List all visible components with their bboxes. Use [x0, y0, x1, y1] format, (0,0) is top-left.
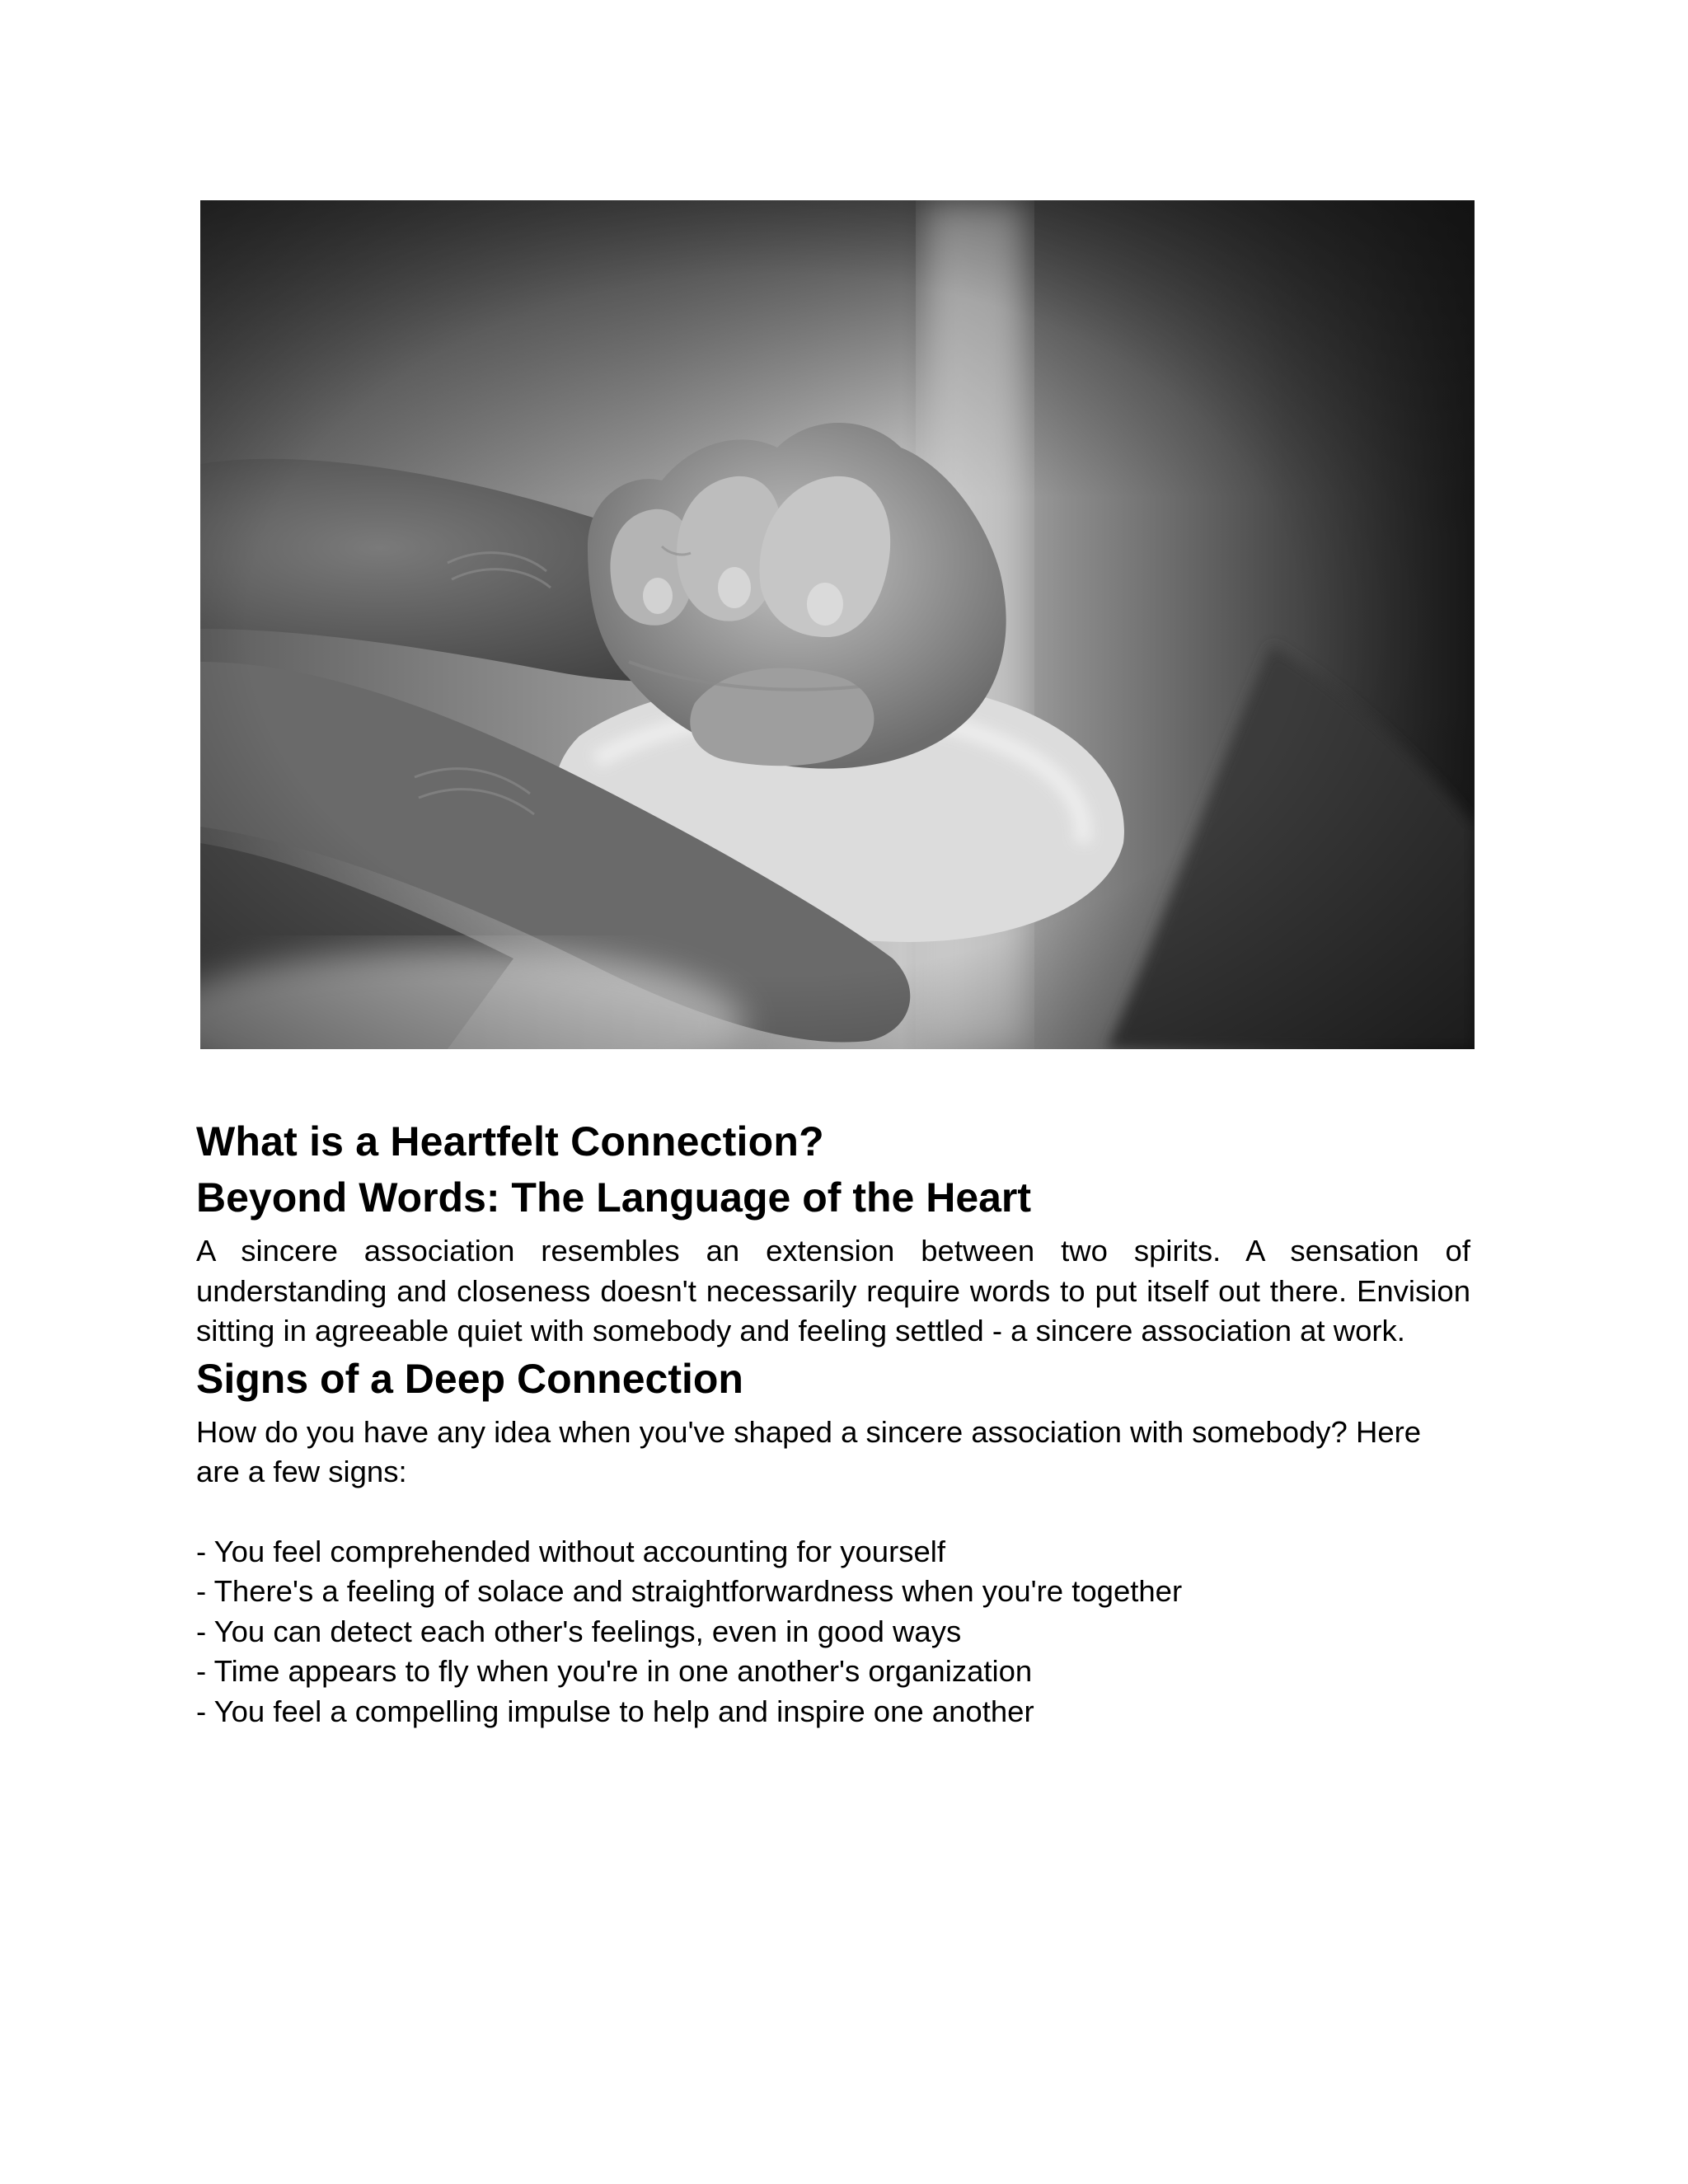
signs-list	[196, 1532, 1470, 1732]
list-item: - You feel a compelling impulse to help and inspire one another	[196, 1694, 1034, 1728]
section-intro-paragraph: How do you have any idea when you've shaped a sincere association with somebody? Here are a few signs:	[196, 1414, 1422, 1488]
list-item: - Time appears to fly when you're in one another's organization	[196, 1654, 1033, 1688]
list-item: - You can detect each other's feelings, even in good ways	[196, 1614, 962, 1648]
hero-image	[200, 200, 1475, 1049]
page-title: What is a Heartfelt Connection?	[196, 1118, 824, 1165]
section-heading-beyond-words: Beyond Words: The Language of the Heart	[196, 1174, 1032, 1221]
list-item: - There's a feeling of solace and straightforwardness when you're together	[196, 1574, 1183, 1608]
baby-hand-photo-icon	[200, 200, 1475, 1049]
list-item: - You feel comprehended without accounting for yourself	[196, 1534, 946, 1568]
article-content	[196, 1113, 1470, 1732]
section-heading-signs: Signs of a Deep Connection	[196, 1355, 743, 1402]
section-body-paragraph: A sincere association resembles an extension between two spirits. A sensation of understanding and closeness doesn't necessarily require words to put itself out there. Envision sitting in agreeable quiet with somebody and feeling settled - a sincere association at work.	[196, 1234, 1470, 1347]
